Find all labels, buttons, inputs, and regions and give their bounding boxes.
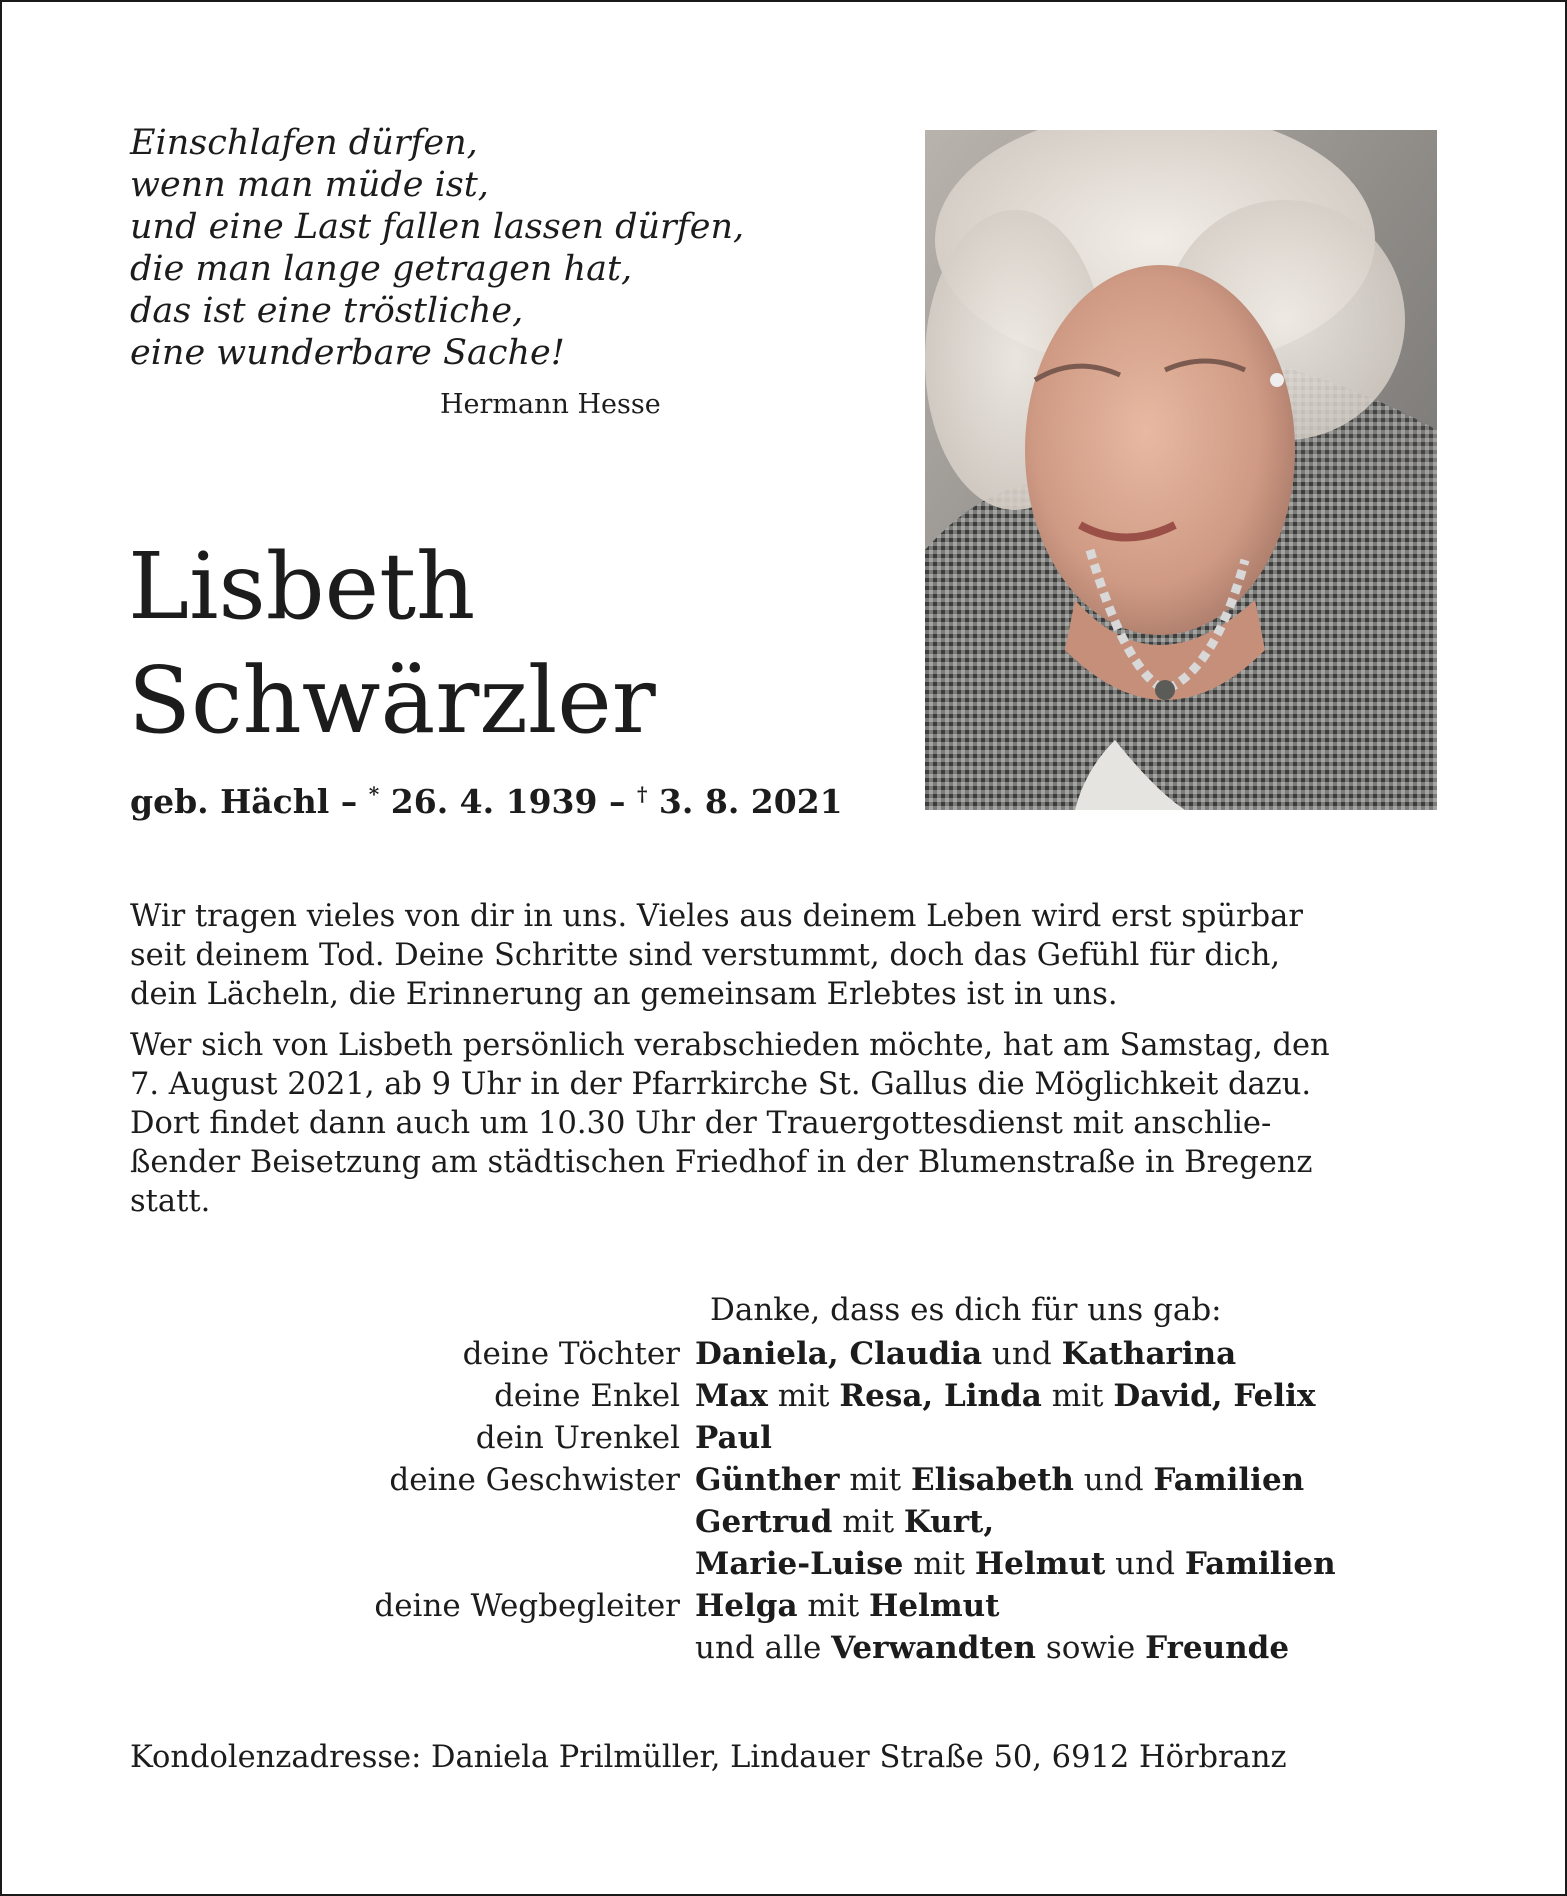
portrait-photo — [925, 130, 1437, 810]
poem-line: die man lange getragen hat, — [130, 249, 633, 289]
condolence-address: Kondolenzadresse: Daniela Prilmüller, Lindauer Straße 50, 6912 Hörbranz — [130, 1740, 1287, 1775]
family-row — [0, 1585, 1567, 1627]
family-name: Elisabeth — [910, 1462, 1074, 1498]
connector-text: mit — [767, 1378, 840, 1414]
family-relation — [0, 1501, 695, 1543]
family-relation: deine Enkel — [494, 1378, 680, 1414]
text-line: ßender Beisetzung am städtischen Friedhof in der Blumenstraße in Bregenz — [130, 1145, 1313, 1180]
text-line: Wir tragen vieles von dir in uns. Vieles aus deinem Leben wird erst spürbar — [130, 899, 1303, 934]
connector-text: und alle — [695, 1630, 832, 1666]
family-name: Resa, Linda — [839, 1378, 1042, 1414]
first-name: Lisbeth — [128, 533, 476, 640]
family-row — [0, 1627, 1567, 1669]
paragraph-1 — [130, 897, 1442, 1014]
family-names — [695, 1585, 1000, 1627]
family-name: Helmut — [974, 1546, 1106, 1582]
life-dates — [130, 774, 843, 822]
text-line: seit deinem Tod. Deine Schritte sind verstummt, doch das Gefühl für dich, — [130, 938, 1281, 973]
death-symbol: † — [636, 782, 648, 806]
text-line: statt. — [130, 1184, 211, 1219]
family-names — [695, 1459, 1304, 1501]
family-row — [0, 1543, 1567, 1585]
text-line: Dort findet dann auch um 10.30 Uhr der Trauergottesdienst mit anschlie- — [130, 1106, 1272, 1141]
poem-line: Einschlafen dürfen, — [130, 123, 478, 163]
birth-date: 26. 4. 1939 – — [390, 782, 626, 821]
deceased-name — [128, 530, 656, 758]
poem-line: und eine Last fallen lassen dürfen, — [130, 207, 745, 247]
connector-text: sowie — [1035, 1630, 1146, 1666]
family-names — [695, 1627, 1289, 1669]
text-line: 7. August 2021, ab 9 Uhr in der Pfarrkirche St. Gallus die Möglichkeit dazu. — [130, 1067, 1312, 1102]
family-name: Verwandten — [831, 1630, 1036, 1666]
maiden-name: geb. Hächl – — [130, 782, 358, 821]
poem-author: Hermann Hesse — [440, 389, 661, 420]
family-name: Kurt, — [903, 1504, 995, 1540]
family-name: Familien — [1184, 1546, 1336, 1582]
family-relation: deine Töchter — [462, 1336, 680, 1372]
family-names — [695, 1375, 1315, 1417]
family-name: Familien — [1153, 1462, 1305, 1498]
connector-text: und — [1105, 1546, 1185, 1582]
connector-text: mit — [1041, 1378, 1114, 1414]
family-row — [0, 1459, 1567, 1501]
family-list — [0, 1333, 1567, 1669]
connector-text: mit — [832, 1504, 904, 1540]
paragraph-2 — [130, 1026, 1442, 1221]
text-line: dein Lächeln, die Erinnerung an gemeinsam Erlebtes ist in uns. — [130, 977, 1118, 1012]
connector-text: mit — [797, 1588, 870, 1624]
family-name: Daniela, Claudia — [695, 1336, 983, 1372]
family-name: Gertrud — [695, 1504, 833, 1540]
family-name: Max — [695, 1378, 768, 1414]
family-name: Marie-Luise — [695, 1546, 904, 1582]
birth-symbol: * — [368, 782, 380, 806]
obituary-text — [130, 897, 1442, 1221]
portrait-image — [925, 130, 1437, 810]
connector-text: mit — [839, 1462, 911, 1498]
family-name: Günther — [695, 1462, 840, 1498]
family-row — [0, 1333, 1567, 1375]
last-name: Schwärzler — [128, 647, 656, 754]
poem — [130, 122, 745, 374]
death-date: 3. 8. 2021 — [658, 782, 843, 821]
family-name: David, Felix — [1113, 1378, 1316, 1414]
family-relation: dein Urenkel — [475, 1420, 680, 1456]
family-relation — [0, 1627, 695, 1669]
poem-line: eine wunderbare Sache! — [130, 333, 565, 373]
family-names — [695, 1543, 1336, 1585]
family-names — [695, 1417, 772, 1459]
connector-text: mit — [903, 1546, 975, 1582]
family-row — [0, 1417, 1567, 1459]
family-name: Helga — [695, 1588, 798, 1624]
thanks-line: Danke, dass es dich für uns gab: — [710, 1292, 1222, 1328]
family-name: Helmut — [869, 1588, 1000, 1624]
family-name: Paul — [695, 1420, 772, 1456]
poem-line: das ist eine tröstliche, — [130, 291, 524, 331]
connector-text: und — [1073, 1462, 1154, 1498]
family-row — [0, 1501, 1567, 1543]
text-line: Wer sich von Lisbeth persönlich verabschieden möchte, hat am Samstag, den — [130, 1028, 1330, 1063]
family-row — [0, 1375, 1567, 1417]
poem-line: wenn man müde ist, — [130, 165, 489, 205]
family-names — [695, 1501, 994, 1543]
family-relation — [0, 1543, 695, 1585]
family-relation: deine Geschwister — [389, 1462, 680, 1498]
family-names — [695, 1333, 1236, 1375]
family-name: Freunde — [1145, 1630, 1290, 1666]
connector-text: und — [982, 1336, 1062, 1372]
family-name: Katharina — [1061, 1336, 1237, 1372]
family-relation: deine Wegbegleiter — [374, 1588, 680, 1624]
